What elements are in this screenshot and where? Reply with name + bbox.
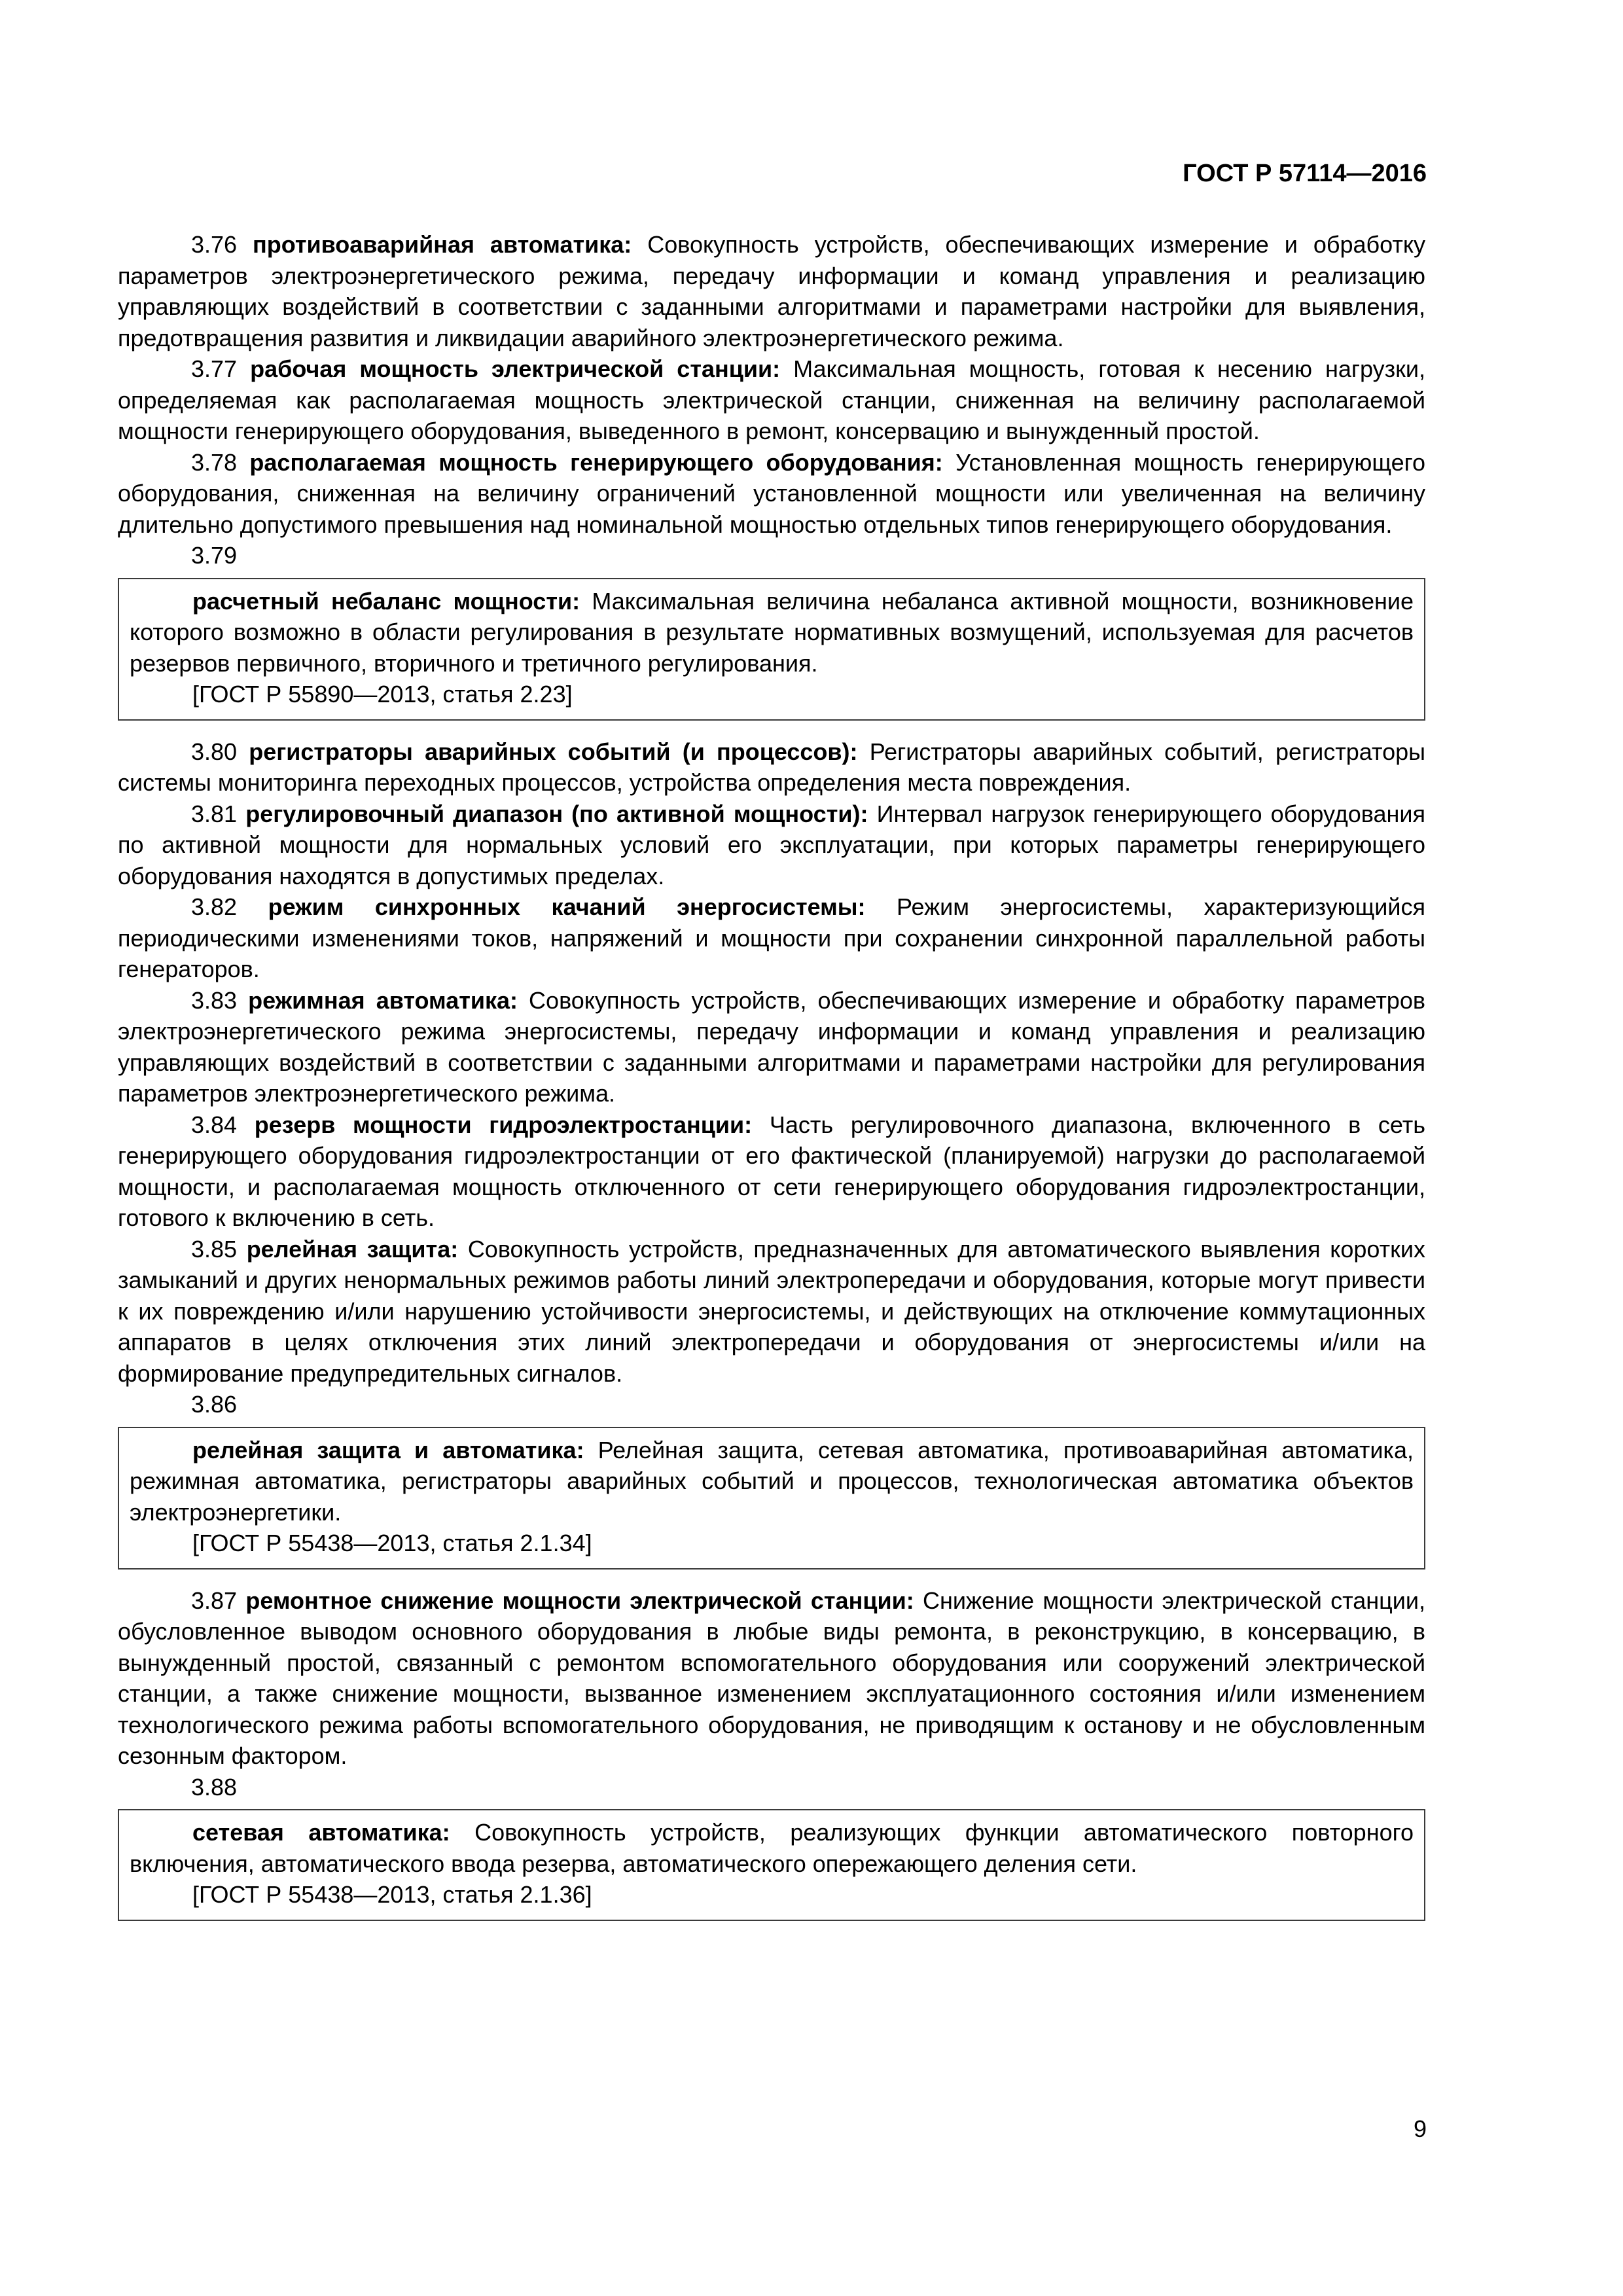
entry-text: Совокупность устройств, предназначенных для автоматического выявления коротких замыканий и других ненормальных режимов работы линий электропередачи и оборудования, которые могут привести к их повреждению и/или нарушению устойчивости энергосистемы, и действующих на отключение коммутационных аппаратов в целях отключения этих линий электропередачи и оборудования от энергосистемы и/или на формирование предупредительных сигналов. <box>118 1235 1426 1387</box>
quoted-definition <box>130 586 1414 679</box>
entry-term: регулировочный диапазон (по активной мощности): <box>245 800 868 827</box>
entry-term: регистраторы аварийных событий (и процессов): <box>249 738 858 765</box>
definition-entry <box>118 229 1425 353</box>
entry-term: располагаемая мощность генерирующего оборудования: <box>249 448 943 476</box>
entry-number: 3.81 <box>191 800 238 827</box>
entry-term: режимная автоматика: <box>248 986 518 1014</box>
definition-entry <box>118 1585 1425 1772</box>
definition-entry <box>118 985 1425 1109</box>
quoted-term: сетевая автоматика: <box>192 1819 450 1846</box>
quoted-definition <box>130 1435 1414 1528</box>
entry-number: 3.87 <box>191 1587 238 1614</box>
entry-number-label: 3.86 <box>191 1391 238 1418</box>
quoted-text: Максимальная величина небаланса активной мощности, возникновение которого возможно в области регулирования в результате нормативных возмущений, используемая для расчетов резервов первичного, вторичного и третичного регулирования. <box>130 587 1414 677</box>
entry-number: 3.83 <box>191 986 238 1014</box>
definition-entry <box>118 1109 1425 1234</box>
definition-entry <box>118 353 1425 447</box>
entry-text: Максимальная мощность, готовая к несению нагрузки, определяемая как располагаемая мощность электрической станции, сниженная на величину располагаемой мощности генерирующего оборудования, выведенного в ремонт, консервацию и вынужденный простой. <box>118 355 1425 444</box>
entry-number: 3.84 <box>191 1111 238 1138</box>
document-body <box>118 229 1425 1937</box>
entry-text: Снижение мощности электрической станции, обусловленное выводом основного оборудования в любые виды ремонта, в реконструкцию, в консервацию, в вынужденный простой, связанный с ремонтом вспомогательного оборудования или сооружений электрической станции, а также снижение мощности, вызванное изменением эксплуатационного состояния и/или изменением технологического режима работы вспомогательного оборудования, не приводящим к останову и не обусловленным сезонным фактором. <box>118 1587 1425 1769</box>
definition-entry <box>118 891 1425 985</box>
page-number: 9 <box>1413 2115 1427 2142</box>
quoted-term: расчетный небаланс мощности: <box>192 587 580 615</box>
document-header: ГОСТ Р 57114—2016 <box>1183 160 1427 187</box>
entry-number: 3.77 <box>191 355 238 382</box>
entry-text: Совокупность устройств, обеспечивающих измерение и обработку параметров электроэнергетического режима энергосистемы, передачу информации и команд управления и реализацию управляющих воздействий в соответствии с заданными алгоритмами и параметрами настройки для регулирования параметров электроэнергетического режима. <box>118 986 1425 1107</box>
entry-number-label: 3.88 <box>191 1773 238 1801</box>
quoted-text: Совокупность устройств, реализующих функции автоматического повторного включения, автоматического ввода резерва, автоматического опережающего деления сети. <box>130 1819 1414 1877</box>
quoted-definition <box>130 1817 1414 1879</box>
definition-entry <box>118 1234 1425 1390</box>
quoted-definition-box <box>118 578 1425 721</box>
quoted-definition-box <box>118 1427 1425 1570</box>
entry-text: Часть регулировочного диапазона, включенного в сеть генерирующего оборудования гидроэлектростанции от его фактической (планируемой) нагрузки до располагаемой мощности, и располагаемая мощность отключенного от сети генерирующего оборудования гидроэлектростанции, готового к включению в сеть. <box>118 1111 1425 1231</box>
entry-text: Совокупность устройств, обеспечивающих измерение и обработку параметров электроэнергетического режима, передачу информации и команд управления и реализацию управляющих воздействий в соответствии с заданными алгоритмами и параметрами настройки для выявления, предотвращения развития и ликвидации аварийного электроэнергетического режима. <box>118 231 1425 351</box>
entry-number: 3.78 <box>191 448 238 476</box>
definition-entry <box>118 798 1425 892</box>
entry-term: резерв мощности гидроэлектростанции: <box>254 1111 753 1138</box>
entry-term: ремонтное снижение мощности электрической станции: <box>245 1587 914 1614</box>
entry-number: 3.80 <box>191 738 238 765</box>
entry-text: Режим энергосистемы, характеризующийся периодическими изменениями токов, напряжений и мощности при сохранении синхронной параллельной работы генераторов. <box>118 893 1425 982</box>
entry-number: 3.76 <box>191 231 238 258</box>
entry-term: режим синхронных качаний энергосистемы: <box>268 893 866 920</box>
entry-number-label: 3.79 <box>191 542 238 569</box>
entry-term: релейная защита: <box>246 1235 459 1263</box>
entry-text: Установленная мощность генерирующего оборудования, сниженная на величину ограничений установленной мощности или увеличенная на величину длительно допустимого превышения над номинальной мощностью отдельных типов генерирующего оборудования. <box>118 448 1425 538</box>
entry-term: рабочая мощность электрической станции: <box>250 355 781 382</box>
quoted-source: [ГОСТ Р 55438—2013, статья 2.1.34] <box>192 1530 592 1556</box>
entry-text: Регистраторы аварийных событий, регистраторы системы мониторинга переходных процессов, устройства определения места повреждения. <box>118 738 1425 796</box>
entry-text: Интервал нагрузок генерирующего оборудования по активной мощности для нормальных условий его эксплуатации, при которых параметры генерирующего оборудования находятся в допустимых пределах. <box>118 800 1426 889</box>
quoted-text: Релейная защита, сетевая автоматика, противоаварийная автоматика, режимная автоматика, регистраторы аварийных событий и процессов, технологическая автоматика объектов электроэнергетики. <box>130 1436 1414 1526</box>
quoted-source: [ГОСТ Р 55890—2013, статья 2.23] <box>192 681 573 708</box>
entry-number: 3.82 <box>191 893 238 920</box>
definition-entry <box>118 447 1425 541</box>
quoted-term: релейная защита и автоматика: <box>192 1436 584 1463</box>
entry-number: 3.85 <box>191 1235 238 1263</box>
quoted-source: [ГОСТ Р 55438—2013, статья 2.1.36] <box>192 1881 592 1908</box>
entry-term: противоаварийная автоматика: <box>253 231 632 258</box>
definition-entry <box>118 736 1425 798</box>
quoted-definition-box <box>118 1809 1425 1921</box>
